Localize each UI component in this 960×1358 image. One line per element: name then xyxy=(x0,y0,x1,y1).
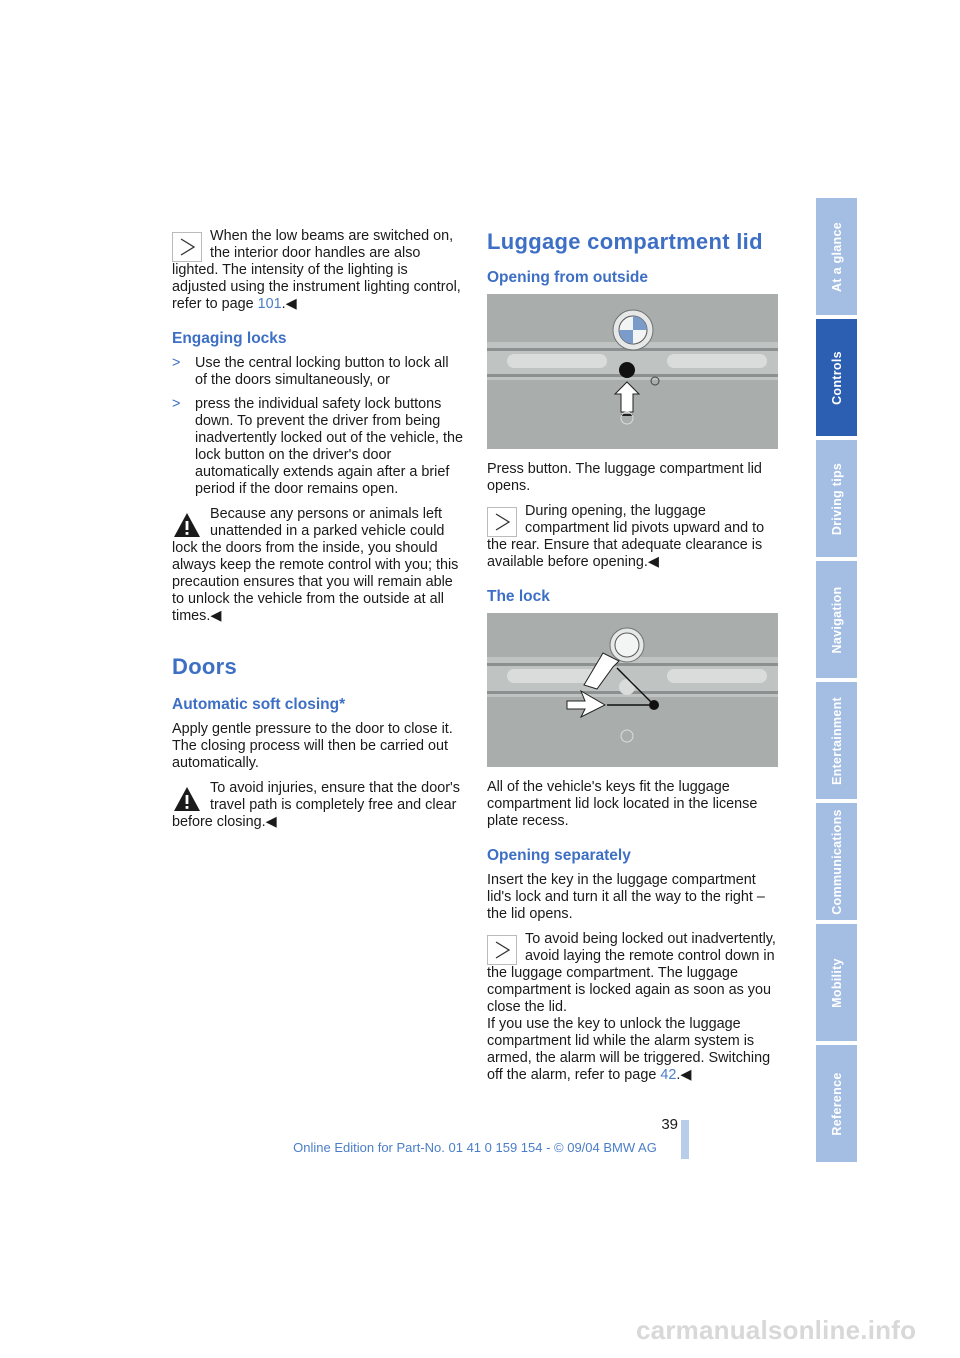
page-link-42[interactable]: 42 xyxy=(660,1067,677,1083)
end-mark: .◀ xyxy=(281,296,297,312)
heading-doors: Doors xyxy=(172,654,238,679)
lock-methods-list xyxy=(172,355,464,498)
lid-lock-illustration xyxy=(487,613,778,767)
heading-the-lock: The lock xyxy=(487,588,550,605)
tab-entertainment[interactable] xyxy=(816,682,857,799)
info-note-key xyxy=(487,931,779,1084)
photo-lid-button xyxy=(487,294,778,449)
bullet-mark: > xyxy=(172,355,181,371)
tab-label: Controls xyxy=(829,350,844,405)
bullet-mark: > xyxy=(172,396,181,412)
tab-controls[interactable] xyxy=(816,319,857,436)
page-link-101[interactable]: 101 xyxy=(257,296,282,312)
tab-label: Navigation xyxy=(829,586,844,653)
info-note-lighting xyxy=(172,228,464,313)
heading-luggage-lid: Luggage compartment lid xyxy=(487,229,763,254)
tab-mobility[interactable] xyxy=(816,924,857,1041)
list-item xyxy=(172,355,464,389)
note-key-alarm-text: If you use the key to unlock the luggage compartment lid while the alarm system is armed, the alarm will be triggered. Switching off the alarm, refer to page xyxy=(487,1016,771,1083)
tab-at-a-glance[interactable] xyxy=(816,198,857,315)
end-mark: .◀ xyxy=(676,1067,692,1083)
footer-edition-text xyxy=(0,1140,960,1155)
warning-triangle-icon xyxy=(172,784,202,814)
warning-locked-text: Because any persons or animals left unattended in a parked vehicle could lock the doors from the inside, you should always keep the remote control with you; this precaution ensures that you will remain able to unlock the vehicle from the outside at all times.◀ xyxy=(172,506,459,624)
info-note-opening xyxy=(487,503,779,571)
tab-label: At a glance xyxy=(829,221,844,292)
note-lighting-text: When the low beams are switched on, the interior door handles are also lighted. The intensity of the lighting is adjusted using the instrument lighting control, refer to page xyxy=(172,228,461,312)
info-arrow-icon xyxy=(487,935,517,965)
note-key-text: To avoid being locked out inadvertently, avoid laying the remote control down in the luggage compartment. The luggage compartment is locked again as soon as you close the lid. xyxy=(487,931,776,1015)
footer-text: Online Edition for Part-No. 01 41 0 159 154 - © 09/04 BMW AG xyxy=(293,1140,657,1155)
heading-soft-closing: Automatic soft closing* xyxy=(172,696,346,713)
list-item-text: press the individual safety lock buttons down. To prevent the driver from being inadvertently locked out of the vehicle, the lock button on the driver's door automatically extends again after a brief period if the door remains open. xyxy=(195,396,463,497)
lid-button-illustration xyxy=(487,294,778,449)
soft-closing-text: Apply gentle pressure to the door to close it. The closing process will then be carried out automatically. xyxy=(172,721,453,771)
heading-opening-separately: Opening separately xyxy=(487,847,631,864)
opening-separately-text: Insert the key in the luggage compartment lid's lock and turn it all the way to the right – the lid opens. xyxy=(487,872,765,922)
photo-lid-lock xyxy=(487,613,778,767)
note-opening-text: During opening, the luggage compartment lid pivots upward and to the rear. Ensure that adequate clearance is available before opening.◀ xyxy=(487,503,765,570)
press-button-text: Press button. The luggage compartment lid opens. xyxy=(487,461,762,494)
info-arrow-icon xyxy=(172,232,202,262)
list-item-text: Use the central locking button to lock all of the doors simultaneously, or xyxy=(195,355,449,388)
lock-text: All of the vehicle's keys fit the luggage compartment lid lock located in the license plate recess. xyxy=(487,779,758,829)
warning-note-locked xyxy=(172,506,464,625)
warning-note-injuries xyxy=(172,780,464,831)
tab-label: Mobility xyxy=(829,957,844,1008)
list-item xyxy=(172,396,464,498)
chapter-tabs xyxy=(816,198,857,1166)
heading-engaging-locks: Engaging locks xyxy=(172,330,287,347)
tab-label: Entertainment xyxy=(829,696,844,785)
page-number: 39 xyxy=(661,1116,678,1133)
warning-injuries-text: To avoid injuries, ensure that the door's travel path is completely free and clear before closing.◀ xyxy=(172,780,460,830)
heading-opening-outside: Opening from outside xyxy=(487,269,649,286)
tab-label: Driving tips xyxy=(829,462,844,535)
left-column xyxy=(172,228,464,839)
watermark: carmanualsonline.info xyxy=(636,1315,917,1345)
tab-navigation[interactable] xyxy=(816,561,857,678)
tab-driving-tips[interactable] xyxy=(816,440,857,557)
info-arrow-icon xyxy=(487,507,517,537)
tab-label: Communications xyxy=(829,808,844,915)
right-column xyxy=(487,228,779,1092)
warning-triangle-icon xyxy=(172,510,202,540)
tab-label: Reference xyxy=(829,1071,844,1136)
tab-communications[interactable] xyxy=(816,803,857,920)
